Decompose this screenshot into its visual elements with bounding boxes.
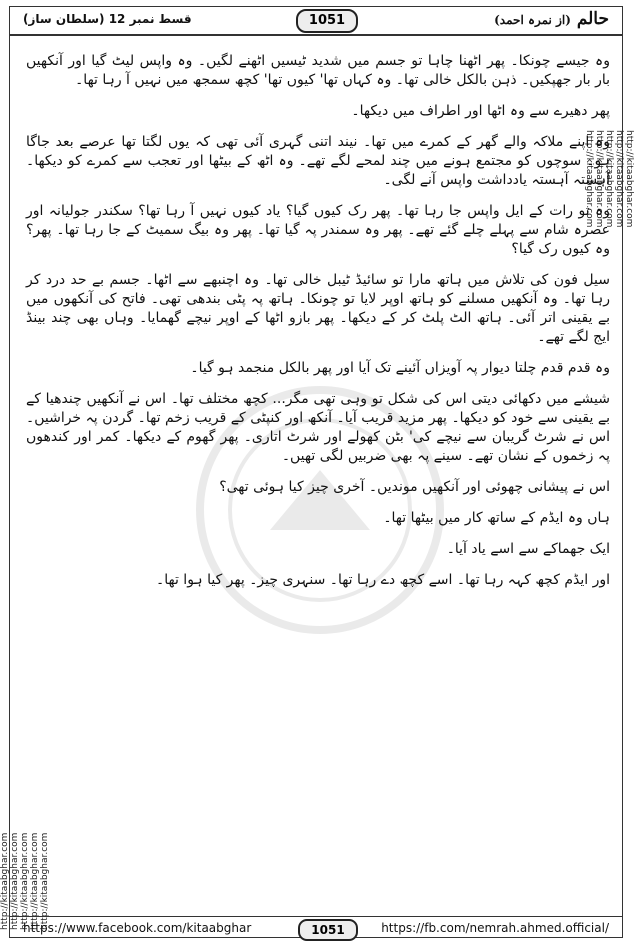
footer-page-number: 1051 (298, 919, 358, 941)
paragraph: ہاں وہ ایڈم کے ساتھ کار میں بیٹھا تھا۔ (383, 510, 610, 526)
article-body (26, 52, 610, 602)
paragraph: وہ اپنے ملاکہ والے گھر کے کمرے میں تھا۔ نیند اتنی گہری آئی تھی کہ یوں لگتا تھا عرصے بعد جاگا ہو۔ سوچوں کو مجتمع ہونے میں چند لمحے لگے تھے۔ وہ اٹھ کے بیٹھا اور تعجب سے کمرے کو دیکھا۔ آہستہ آہستہ یادداشت واپس آنے لگی۔ (26, 134, 610, 188)
side-url: http://kitaabghar.com (0, 832, 10, 930)
side-url: http://kitaabghar.com (594, 130, 604, 228)
side-url: http://kitaabghar.com (40, 832, 50, 930)
paragraph: وہ تو رات کے ایل واپس جا رہا تھا۔ پھر رک کیوں گیا؟ یاد کیوں نہیں آ رہا تھا؟ سکندر جولیانہ اور عصرہ شام سے پہلے چلے گئے تھے۔ پھر وہ سمندر پہ گیا تھا۔ پھر وہ بیگ سمیٹ کے جا رہا تھا۔ پھر؟ وہ کیوں رک گیا؟ (26, 203, 610, 257)
paragraph: اور ایڈم کچھ کہہ رہا تھا۔ اسے کچھ دے رہا تھا۔ سنہری چیز۔ پھر کیا ہوا تھا۔ (156, 572, 610, 588)
episode-label: قسط نمبر 12 (سلطان ساز) (23, 12, 192, 26)
page-footer (9, 916, 623, 940)
paragraph: ایک جھماکے سے اسے یاد آیا۔ (446, 541, 610, 557)
page-header (9, 6, 623, 36)
side-url: http://kitaabghar.com (604, 130, 614, 228)
paragraph: وہ قدم قدم چلتا دیوار پہ آویزاں آئینے تک آیا اور پھر بالکل منجمد ہو گیا۔ (190, 360, 610, 376)
paragraph: شیشے میں دکھائی دیتی اس کی شکل تو وہی تھی مگر... کچھ مختلف تھا۔ اس نے آنکھیں چندھیا کے بے یقینی سے خود کو دیکھا۔ پھر مزید قریب آیا۔ آنکھ اور کنپٹی کے قریب زخم تھا۔ گردن پہ خراشیں۔ اس نے شرٹ گریبان سے نیچے کی' بٹن کھولے اور شرٹ اتاری۔ پھر گھوم کے دیکھا۔ کمر اور کندھوں پہ زخموں کے نشان تھے۔ سینے پہ بھی ضربیں لگی تھیں۔ (26, 391, 610, 464)
header-page-number: 1051 (296, 9, 358, 33)
side-url: http://kitaabghar.com (10, 832, 20, 930)
paragraph: وہ جیسے چونکا۔ پھر اٹھنا چاہا تو جسم میں شدید ٹیسیں اٹھنے لگیں۔ وہ واپس لیٹ گیا اور آنکھیں بار بار جھپکیں۔ ذہن بالکل خالی تھا۔ وہ کہاں تھا' کیوں تھا' کچھ سمجھ میں نہیں آ رہا تھا۔ (26, 53, 610, 88)
side-url: http://kitaabghar.com (20, 832, 30, 930)
facebook-link-author[interactable]: https://fb.com/nemrah.ahmed.official/ (381, 921, 609, 935)
side-url: http://kitaabghar.com (624, 130, 634, 228)
author-text: (از نمرہ احمد) (494, 13, 571, 27)
side-url: http://kitaabghar.com (584, 130, 594, 228)
book-title (494, 9, 609, 29)
facebook-link-kitaabghar[interactable]: https://www.facebook.com/kitaabghar (23, 921, 252, 935)
side-url: http://kitaabghar.com (614, 130, 624, 228)
paragraph: پھر دھیرے سے وہ اٹھا اور اطراف میں دیکھا۔ (351, 103, 610, 119)
paragraph: سیل فون کی تلاش میں ہاتھ مارا تو سائیڈ ٹیبل خالی تھا۔ وہ اچنبھے سے اٹھا۔ جسم بے حد درد کر رہا تھا۔ وہ آنکھیں مسلنے کو ہاتھ اوپر لایا تو چونکا۔ ہاتھ پہ پٹی بندھی تھی۔ فاتح کی آنکھوں میں بے یقینی اتر آئی۔ ہاتھ الٹ پلٹ کر کے دیکھا۔ پھر بازو اٹھا کے اوپر نیچے گھمایا۔ وہاں بھی چند بینڈ ایج لگے تھے۔ (26, 272, 610, 345)
side-url: http://kitaabghar.com (30, 832, 40, 930)
title-text: حالم (576, 9, 609, 29)
paragraph: اس نے پیشانی چھوئی اور آنکھیں موندیں۔ آخری چیز کیا ہوئی تھی؟ (219, 479, 610, 495)
